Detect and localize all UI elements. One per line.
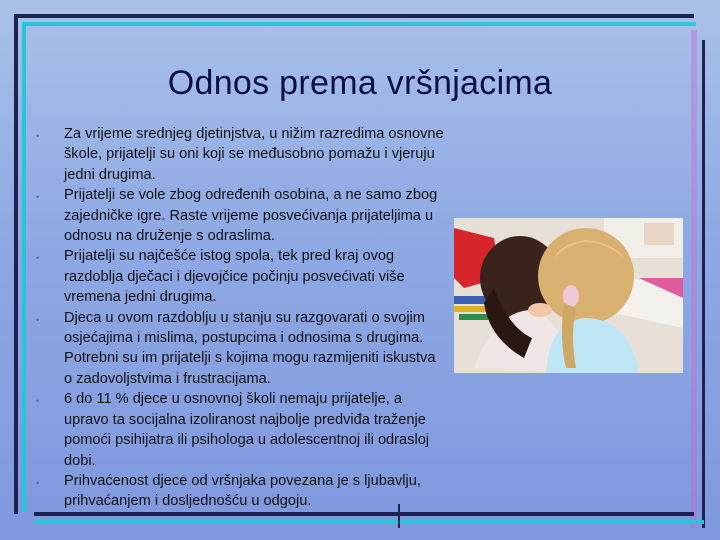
photo-illustration: [454, 218, 683, 373]
slide-title: Odnos prema vršnjacima: [167, 64, 553, 102]
bullet-text: 6 do 11 % djece u osnovnoj školi nemaju prijatelje, a upravo ta socijalna izoliranost najbolje predviđa traženje pomoći psihijatra ili psihologa u adolescentnoj ili odrasloj dobi.: [64, 391, 430, 469]
bullet-item: [36, 389, 446, 471]
bullet-item: [36, 246, 446, 307]
bullet-text: Prijatelji su najčešće istog spola, tek pred kraj ovog razdoblja dječaci i djevojčice počinju posvećivati više vremena jedni drugima.: [64, 248, 405, 306]
bullet-icon: •: [36, 314, 40, 325]
bullet-item: [36, 185, 446, 246]
frame-bottom-dark-line: [34, 512, 694, 516]
bullet-icon: •: [36, 396, 40, 407]
frame-top-dark-line: [14, 14, 694, 18]
bullet-list: [36, 124, 446, 512]
bullet-text: Prijatelji se vole zbog određenih osobina, a ne samo zbog zajedničke igre. Raste vrijeme posvećivanja prijateljima u odnosu na druženje s odraslima.: [64, 187, 438, 245]
bullet-text: Prihvaćenost djece od vršnjaka povezana je s ljubavlju, prihvaćanjem i dosljednošću u odgoju.: [64, 472, 421, 510]
bullet-item: [36, 471, 446, 512]
bullet-icon: •: [36, 192, 40, 203]
frame-top-cyan-line: [22, 22, 696, 26]
children-hugging-photo: [454, 218, 683, 373]
frame-bottom-cyan-line: [34, 520, 704, 524]
frame-right-purple-line: [691, 30, 697, 528]
bullet-icon: •: [36, 253, 40, 264]
frame-right-dark-line: [702, 40, 705, 528]
bullet-text: Djeca u ovom razdoblju u stanju su razgovarati o svojim osjećajima i mislima, postupcima i odnosima s drugima. Potrebni su im prijatelji s kojima mogu razmijeniti iskustva o zadovoljstvima i frustracijama.: [64, 309, 436, 387]
bullet-icon: •: [36, 477, 40, 488]
bullet-text: Za vrijeme srednjeg djetinjstva, u nižim razredima osnovne škole, prijatelji su oni koji se međusobno pomažu i vjeruju jedni drugima.: [64, 126, 444, 183]
bullet-icon: •: [36, 131, 40, 141]
bullet-item: [36, 308, 446, 390]
bullet-item: [36, 124, 446, 185]
